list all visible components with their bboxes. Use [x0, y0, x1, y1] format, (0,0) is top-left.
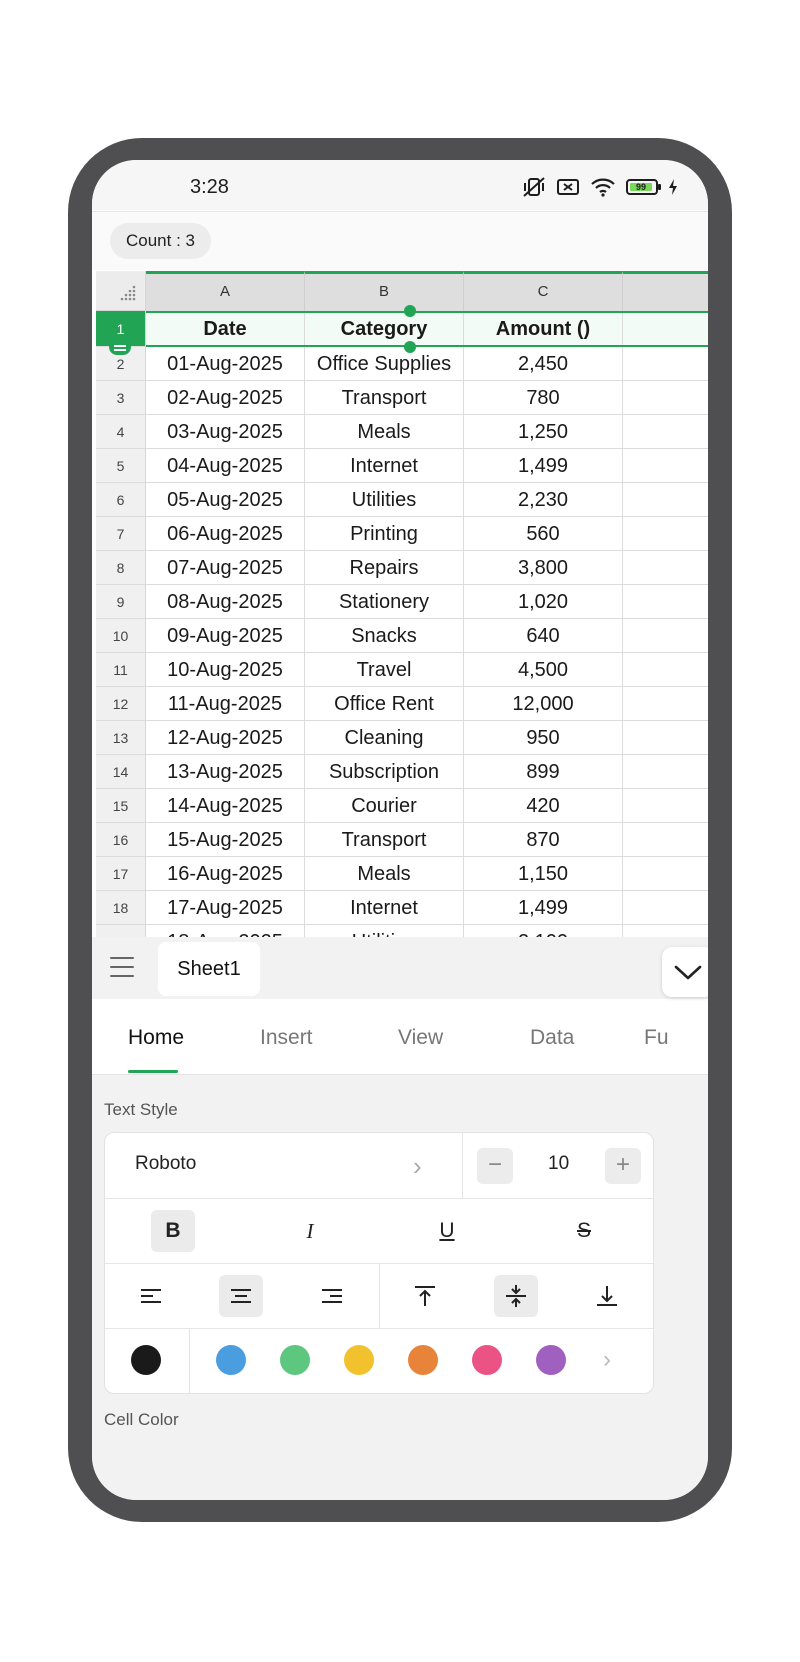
row-header[interactable]: 7 — [96, 517, 146, 551]
status-bar — [92, 160, 708, 210]
font-size-value[interactable]: 10 — [548, 1153, 570, 1174]
table-cell[interactable]: 560 — [464, 517, 623, 551]
table-cell[interactable]: 05-Aug-2025 — [146, 483, 305, 517]
row-header[interactable]: 9 — [96, 585, 146, 619]
row-header[interactable]: 10 — [96, 619, 146, 653]
row-header[interactable]: 1 — [96, 311, 146, 347]
table-cell[interactable]: 17-Aug-2025 — [146, 891, 305, 925]
vibrate-off-icon — [522, 176, 546, 198]
row-header[interactable]: 15 — [96, 789, 146, 823]
tab-view[interactable]: View — [398, 1026, 444, 1049]
table-cell[interactable] — [623, 653, 708, 687]
divider — [189, 1328, 190, 1393]
column-title-cell[interactable] — [623, 311, 708, 347]
table-cell[interactable]: Snacks — [305, 619, 464, 653]
table-cell[interactable]: 1,499 — [464, 891, 623, 925]
align-left-button[interactable] — [129, 1275, 173, 1317]
table-cell[interactable]: 03-Aug-2025 — [146, 415, 305, 449]
home-toolbar-panel — [92, 1075, 708, 1500]
table-cell[interactable] — [623, 619, 708, 653]
table-cell[interactable]: 1,499 — [464, 449, 623, 483]
row-header[interactable]: 12 — [96, 687, 146, 721]
fill-handle-icon[interactable] — [109, 341, 131, 355]
table-cell[interactable] — [623, 755, 708, 789]
table-cell[interactable]: Subscription — [305, 755, 464, 789]
more-colors-chevron-icon[interactable]: › — [603, 1346, 611, 1373]
table-cell[interactable]: 1,250 — [464, 415, 623, 449]
table-cell[interactable] — [623, 449, 708, 483]
table-cell[interactable]: Meals — [305, 857, 464, 891]
table-cell[interactable]: 04-Aug-2025 — [146, 449, 305, 483]
column-title-cell[interactable]: Date — [146, 311, 305, 347]
row-header[interactable]: 18 — [96, 891, 146, 925]
column-header-a[interactable]: A — [146, 271, 305, 311]
strikethrough-button[interactable]: S — [576, 1219, 591, 1242]
table-cell[interactable]: 12,000 — [464, 687, 623, 721]
tab-data[interactable]: Data — [530, 1026, 575, 1049]
sheet-menu-icon[interactable] — [110, 957, 134, 984]
table-cell[interactable]: 15-Aug-2025 — [146, 823, 305, 857]
align-right-icon — [310, 1275, 354, 1317]
tab-home[interactable]: Home — [128, 1026, 185, 1049]
table-cell[interactable]: 08-Aug-2025 — [146, 585, 305, 619]
table-cell[interactable]: Courier — [305, 789, 464, 823]
selection-handle-top[interactable] — [404, 305, 416, 317]
font-family-select[interactable]: Roboto — [135, 1153, 197, 1174]
table-cell[interactable]: Cleaning — [305, 721, 464, 755]
table-cell[interactable]: 16-Aug-2025 — [146, 857, 305, 891]
text-style-card — [104, 1132, 654, 1394]
table-cell[interactable]: 1,020 — [464, 585, 623, 619]
table-cell[interactable] — [623, 687, 708, 721]
table-cell[interactable] — [623, 415, 708, 449]
table-cell[interactable] — [623, 585, 708, 619]
row-header[interactable]: 11 — [96, 653, 146, 687]
text-style-label: Text Style — [104, 1100, 178, 1119]
text-color-row — [105, 1328, 653, 1393]
align-middle-button[interactable] — [494, 1275, 538, 1317]
wifi-icon — [590, 177, 616, 197]
row-header[interactable]: 4 — [96, 415, 146, 449]
status-time: 3:28 — [190, 176, 229, 198]
table-cell[interactable]: Office Rent — [305, 687, 464, 721]
table-cell[interactable]: Internet — [305, 891, 464, 925]
table-cell[interactable]: Meals — [305, 415, 464, 449]
table-cell[interactable]: 07-Aug-2025 — [146, 551, 305, 585]
table-cell[interactable]: 4,500 — [464, 653, 623, 687]
count-chip[interactable]: Count : 3 — [110, 223, 211, 259]
tab-insert[interactable]: Insert — [260, 1026, 313, 1049]
column-header-c[interactable]: C — [464, 271, 623, 311]
selection-handle-bottom[interactable] — [404, 341, 416, 353]
align-bottom-icon — [585, 1275, 629, 1317]
spreadsheet-grid[interactable] — [96, 271, 708, 981]
table-cell[interactable]: Office Supplies — [305, 347, 464, 381]
table-cell[interactable] — [623, 381, 708, 415]
table-cell[interactable] — [623, 789, 708, 823]
table-cell[interactable]: 02-Aug-2025 — [146, 381, 305, 415]
row-header[interactable]: 8 — [96, 551, 146, 585]
color-swatch-orange[interactable] — [408, 1345, 438, 1375]
table-cell[interactable]: 13-Aug-2025 — [146, 755, 305, 789]
chevron-down-icon — [662, 947, 708, 997]
table-cell[interactable] — [623, 517, 708, 551]
table-cell[interactable]: Transport — [305, 823, 464, 857]
row-header[interactable]: 2 — [96, 347, 146, 381]
column-title-cell[interactable]: Category — [305, 311, 464, 347]
table-cell[interactable]: 640 — [464, 619, 623, 653]
column-header-d[interactable] — [623, 271, 708, 311]
row-header[interactable]: 14 — [96, 755, 146, 789]
row-header[interactable]: 6 — [96, 483, 146, 517]
row-header[interactable]: 16 — [96, 823, 146, 857]
table-cell[interactable]: 12-Aug-2025 — [146, 721, 305, 755]
cell-color-label: Cell Color — [104, 1410, 179, 1429]
table-cell[interactable]: 01-Aug-2025 — [146, 347, 305, 381]
alignment-row — [105, 1263, 653, 1329]
status-icons — [522, 176, 678, 198]
table-cell[interactable]: 780 — [464, 381, 623, 415]
table-cell[interactable]: 3,800 — [464, 551, 623, 585]
charging-icon — [668, 178, 678, 196]
battery-icon — [626, 179, 658, 195]
column-title-cell[interactable]: Amount () — [464, 311, 623, 347]
table-cell[interactable]: Repairs — [305, 551, 464, 585]
table-cell[interactable]: 09-Aug-2025 — [146, 619, 305, 653]
table-cell[interactable]: 11-Aug-2025 — [146, 687, 305, 721]
column-header-b[interactable]: B — [305, 271, 464, 311]
table-cell[interactable]: 2,450 — [464, 347, 623, 381]
text-color-swatch[interactable] — [131, 1345, 161, 1375]
table-cell[interactable] — [623, 347, 708, 381]
table-cell[interactable] — [623, 823, 708, 857]
align-top-icon — [403, 1275, 447, 1317]
chevron-right-icon[interactable]: › — [413, 1151, 422, 1181]
align-center-button[interactable] — [219, 1275, 263, 1317]
sheet-bar — [92, 937, 708, 999]
format-row — [105, 1198, 653, 1264]
color-swatch-yellow[interactable] — [344, 1345, 374, 1375]
align-center-icon — [219, 1275, 263, 1317]
table-cell[interactable] — [623, 891, 708, 925]
row-header[interactable]: 3 — [96, 381, 146, 415]
battery-level: 99 — [630, 183, 652, 191]
select-all-icon — [118, 283, 138, 303]
no-sim-icon — [556, 177, 580, 197]
align-left-icon — [129, 1275, 173, 1317]
table-cell[interactable] — [623, 483, 708, 517]
table-cell[interactable]: Transport — [305, 381, 464, 415]
italic-button[interactable]: I — [306, 1219, 314, 1243]
color-swatch-blue[interactable] — [216, 1345, 246, 1375]
table-cell[interactable]: Travel — [305, 653, 464, 687]
table-cell[interactable] — [623, 551, 708, 585]
tab-functions[interactable]: Fu — [644, 1026, 669, 1049]
ribbon-tabs — [92, 1002, 708, 1075]
row-header[interactable]: 17 — [96, 857, 146, 891]
increase-font-size-button[interactable]: + — [605, 1148, 641, 1184]
row-header[interactable]: 5 — [96, 449, 146, 483]
divider — [379, 1263, 380, 1328]
align-bottom-button[interactable] — [585, 1275, 629, 1317]
app-screen — [92, 160, 708, 1500]
table-cell[interactable] — [623, 721, 708, 755]
font-row — [105, 1133, 653, 1199]
divider — [462, 1133, 463, 1198]
bold-button[interactable]: B — [151, 1210, 195, 1252]
underline-button[interactable]: U — [439, 1219, 455, 1242]
color-swatch-pink[interactable] — [472, 1345, 502, 1375]
table-cell[interactable]: 06-Aug-2025 — [146, 517, 305, 551]
table-cell[interactable]: 2,230 — [464, 483, 623, 517]
selection-summary-bar — [92, 211, 708, 270]
table-cell[interactable]: Internet — [305, 449, 464, 483]
table-cell[interactable]: 1,150 — [464, 857, 623, 891]
table-cell[interactable]: Printing — [305, 517, 464, 551]
table-cell[interactable]: 950 — [464, 721, 623, 755]
table-cell[interactable]: 420 — [464, 789, 623, 823]
row-header[interactable]: 13 — [96, 721, 146, 755]
table-cell[interactable]: 10-Aug-2025 — [146, 653, 305, 687]
table-cell[interactable]: Stationery — [305, 585, 464, 619]
decrease-font-size-button[interactable]: − — [477, 1148, 513, 1184]
color-swatch-purple[interactable] — [536, 1345, 566, 1375]
align-top-button[interactable] — [403, 1275, 447, 1317]
align-middle-icon — [494, 1275, 538, 1317]
table-cell[interactable]: 899 — [464, 755, 623, 789]
table-cell[interactable]: 870 — [464, 823, 623, 857]
active-tab-indicator — [128, 1070, 178, 1073]
table-cell[interactable]: 14-Aug-2025 — [146, 789, 305, 823]
sheet-tab-sheet1[interactable]: Sheet1 — [158, 942, 260, 996]
collapse-toolbar-button[interactable] — [662, 947, 708, 997]
select-all-corner[interactable] — [96, 271, 146, 311]
align-right-button[interactable] — [310, 1275, 354, 1317]
color-swatch-green[interactable] — [280, 1345, 310, 1375]
table-cell[interactable]: Utilities — [305, 483, 464, 517]
table-cell[interactable] — [623, 857, 708, 891]
